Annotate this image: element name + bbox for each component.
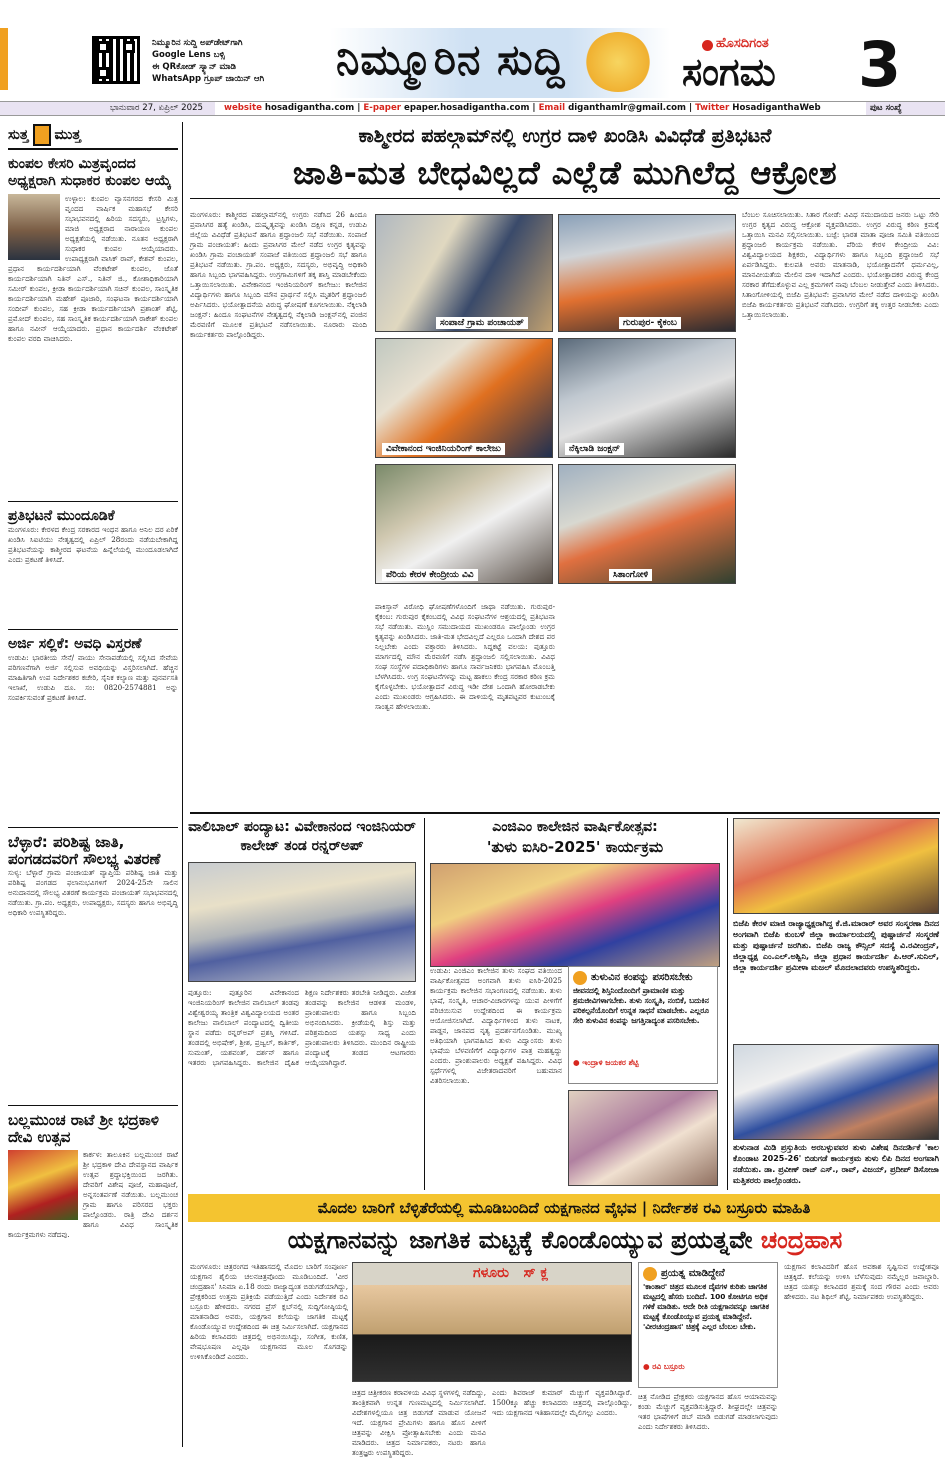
story-title: ಅರ್ಜಿ ಸಲ್ಲಿಕೆ: ಅವಧಿ ವಿಸ್ತರಣೆ: [8, 636, 142, 652]
epaper-link[interactable]: epaper.hosadigantha.com: [404, 103, 530, 113]
sidebar-story-1: [8, 156, 178, 502]
bottom-headline-main: ಯಕ್ಷಗಾನವನ್ನು ಜಾಗತಿಕ ಮಟ್ಟಕ್ಕೆ ಕೊಂಡೊಯ್ಯುವ ಪ್ರಯತ್ನವೇ: [287, 1226, 753, 1254]
qr-line: ನಿಮ್ಮೂರಿನ ಸುದ್ದಿ ಅಪ್‌ಡೇಟ್‌ಗಾಗಿ: [152, 38, 243, 48]
bottom-col-4: ಚಿತ್ರ ನೋಡಿದ ಪ್ರೇಕ್ಷಕರು ಯಕ್ಷಗಾನದ ಹೊಸ ಆಯಾಮವನ್ನು ಕಂಡು ಮೆಚ್ಚುಗೆ ವ್ಯಕ್ತಪಡಿಸುತ್ತಿದ್ದಾರೆ. ಶೀಘ್ರದಲ್ಲೇ ಚಿತ್ರವನ್ನು ಇತರ ಭಾಷೆಗಳಿಗೆ ಡಬ್ ಮಾಡಿ ಬಿಡುಗಡೆ ಮಾಡಲಾಗುವುದು ಎಂದು ನಿರ್ದೇಶಕರು ತಿಳಿಸಿದರು.: [638, 1392, 778, 1431]
epaper-label: E-paper: [363, 103, 402, 113]
qr-line: Google Lens ಬಳ್ಸಿ: [152, 50, 225, 60]
volleyball-body: ಪುತ್ತೂರು: ಪುತ್ತೂರಿನ ವಿವೇಕಾನಂದ ಇಂಜಿನಿಯರಿಂಗ್ ಕಾಲೇಜಿನ ವಾಲಿಬಾಲ್ ತಂಡವು ವಿಶ್ವೇಶ್ವರಯ್ಯ ತಾಂತ್ರಿಕ ವಿಶ್ವವಿದ್ಯಾಲಯದ ಅಂತರ ಕಾಲೇಜು ವಾಲಿಬಾಲ್ ಪಂದ್ಯಾಟದಲ್ಲಿ ದ್ವಿತೀಯ ಸ್ಥಾನ ಪಡೆದು ರನ್ನರ್‌ಅಪ್ ಪ್ರಶಸ್ತಿ ಗಳಿಸಿದೆ. ತಂಡದಲ್ಲಿ ಅಭಿಷೇಕ್, ಶ್ರೀಶ, ಪ್ರಜ್ವಲ್, ಕಾರ್ತಿಕ್, ಸುಮಂತ್, ಯಶವಂತ್, ದರ್ಶನ್ ಹಾಗೂ ಇತರರು ಭಾಗವಹಿಸಿದ್ದರು. ಕಾಲೇಜಿನ ದೈಹಿಕ ಶಿಕ್ಷಣ ನಿರ್ದೇಶಕರು ತರಬೇತಿ ನೀಡಿದ್ದರು. ವಿಜೇತ ತಂಡವನ್ನು ಕಾಲೇಜಿನ ಆಡಳಿತ ಮಂಡಳಿ, ಪ್ರಾಂಶುಪಾಲರು ಹಾಗೂ ಸಿಬ್ಬಂದಿ ಅಭಿನಂದಿಸಿದರು. ಕ್ರೀಡೆಯಲ್ಲಿ ಶಿಸ್ತು ಮತ್ತು ಪರಿಶ್ರಮದಿಂದ ಯಶಸ್ಸು ಸಾಧ್ಯ ಎಂದು ಪ್ರಾಂಶುಪಾಲರು ತಿಳಿಸಿದರು. ಮುಂದಿನ ರಾಷ್ಟ್ರೀಯ ಪಂದ್ಯಾಟಕ್ಕೆ ತಂಡದ ಆಟಗಾರರು ಆಯ್ಕೆಯಾಗಿದ್ದಾರೆ.: [188, 988, 416, 1067]
bottom-headline: [190, 1224, 940, 1256]
photo-caption: ಪೆರಿಯ ಕೇರಳ ಕೇಂದ್ರೀಯ ವಿವಿ: [382, 569, 478, 581]
quote-author-name: ರವಿ ಬಸ್ರೂರು: [652, 1362, 685, 1371]
photo-sampaje: [375, 214, 553, 332]
vertical-divider: [727, 818, 728, 1190]
mgm-quote-box: [568, 966, 718, 1084]
mgm-story: [430, 818, 720, 1190]
bottom-col-5: ಯಕ್ಷಗಾನ ಕಲಾವಿದರಿಗೆ ಹೊಸ ಅವಕಾಶ ಸೃಷ್ಟಿಸುವ ಉದ್ದೇಶವೂ ಚಿತ್ರಕ್ಕಿದೆ. ಕಲೆಯನ್ನು ಉಳಿಸಿ ಬೆಳೆಸುವುದು ನಮ್ಮೆಲ್ಲರ ಜವಾಬ್ದಾರಿ. ಚಿತ್ರದ ಯಶಸ್ಸು ಕಲಾವಿದರ ಶ್ರಮಕ್ಕೆ ಸಂದ ಗೌರವ ಎಂದು ಅವರು ಹೇಳಿದರು. ನಟ ಶಿಥಿಲ್ ಶೆಟ್ಟಿ, ನಿರ್ಮಾಪಕರು ಉಪಸ್ಥಿತರಿದ್ದರು.: [784, 1262, 939, 1301]
sidebar: [8, 122, 178, 1447]
marar-photo: [733, 818, 939, 914]
story-body: ಉಳ್ಳಾಲ: ಕುಂಪಲ ವ್ಯಾಸನಗರದ ಕೇಸರಿ ಮಿತ್ರ ವೃಂದದ ವಾರ್ಷಿಕ ಮಹಾಸಭೆ ಕೇಸರಿ ಸಭಾಭವನದಲ್ಲಿ ಹಿರಿಯ ಸದಸ್ಯರು, ಟ್ರಸ್ಟಿಗಳು, ಮಾಜಿ ಅಧ್ಯಕ್ಷರಾದ ನಾರಾಯಣ ಕುಂಪಲ ಅಧ್ಯಕ್ಷತೆಯಲ್ಲಿ ನಡೆಯಿತು. ನೂತನ ಅಧ್ಯಕ್ಷರಾಗಿ ಸುಧಾಕರ ಕುಂಪಲ ಆಯ್ಕೆಯಾದರು. ಉಪಾಧ್ಯಕ್ಷರಾಗಿ ವಾಸಿಕ್ ರಾವ್, ಕೇಶವ್ ಕುಂಪಲ, ಪ್ರಧಾನ ಕಾರ್ಯದರ್ಶಿಯಾಗಿ ವೆಂಕಟೇಶ್ ಕುಂಪಲ, ಜೊತೆ ಕಾರ್ಯದರ್ಶಿಯಾಗಿ ನಿತಿನ್ ಎಸ್., ನಿತಿನ್ ಜಿ., ಕೋಶಾಧಿಕಾರಿಯಾಗಿ ಸಮೀರ್ ಕುಂಪಲ, ಕ್ರೀಡಾ ಕಾರ್ಯದರ್ಶಿಯಾಗಿ ಸಚಿನ್ ಕುಂಪಲ, ಸಾಂಸ್ಕೃತಿಕ ಕಾರ್ಯದರ್ಶಿಯಾಗಿ ಮಹೇಶ್ ಪೂಜಾರಿ, ಸಂಘಟನಾ ಕಾರ್ಯದರ್ಶಿಯಾಗಿ ಸಂದೀಪ್ ಕುಂಪಲ, ಸಹ ಕ್ರೀಡಾ ಕಾರ್ಯದರ್ಶಿಯಾಗಿ ಪ್ರಶಾಂತ್ ಶೆಟ್ಟಿ, ಪ್ರಮೋದ್ ಕುಂಪಲ, ಸಹ ಸಾಂಸ್ಕೃತಿಕ ಕಾರ್ಯದರ್ಶಿಯಾಗಿ ರಾಕೇಶ್ ಕುಂಪಲ ಹಾಗೂ ನವೀನ್ ಆಯ್ಕೆಯಾದರು. ಪ್ರಧಾನ ಕಾರ್ಯದರ್ಶಿ ವೆಂಕಟೇಶ್ ಕುಂಪಲ ವರದಿ ವಾಚಿಸಿದರು.: [8, 194, 178, 343]
email-link[interactable]: diganthamlr@gmail.com: [568, 103, 687, 113]
story-body: ಮಂಗಳೂರು: ಕೇರಳದ ಕೇಂದ್ರ ಸರಕಾರದ ಇಂಧನ ಹಾಗೂ ಅನಿಲ ದರ ಏರಿಕೆ ಖಂಡಿಸಿ ಸಿಐಟಿಯು ನೇತೃತ್ವದಲ್ಲಿ ಏಪ್ರಿಲ್ 28ರಂದು ನಡೆಯಬೇಕಾಗಿದ್ದ ಪ್ರತಿಭಟನೆಯನ್ನು ಕಾಶ್ಮೀರದ ಘಟನೆಯ ಹಿನ್ನೆಲೆಯಲ್ಲಿ ಮುಂದೂಡಲಾಗಿದೆ ಎಂದು ಪ್ರಕಟಣೆ ತಿಳಿಸಿದೆ.: [8, 525, 178, 564]
website-link[interactable]: hosadigantha.com: [264, 103, 355, 113]
twitter-link[interactable]: HosadiganthaWeb: [732, 103, 821, 113]
qr-instructions: [152, 37, 322, 85]
quote-author-name: ಇಂದ್ರಾಳಿ ಜಯಕರ ಶೆಟ್ಟಿ: [582, 1058, 639, 1067]
quote-title: ಪ್ರಯತ್ನ ಮಾಡಿದ್ದೇನೆ: [661, 1268, 725, 1279]
photo-caption: ಗುರುಪುರ- ಕೈಕಂಬ: [619, 317, 681, 329]
lead-headline: ಜಾತಿ-ಮತ ಬೇಧವಿಲ್ಲದೆ ಎಲ್ಲೆಡೆ ಮುಗಿಲೆದ್ದ ಆಕ್ರೋಶ: [292, 154, 838, 192]
qr-code: [92, 36, 140, 84]
sidebar-logo-left: ಸುತ್ತ: [8, 127, 29, 143]
quote-author: ● ಇಂದ್ರಾಳಿ ಜಯಕರ ಶೆಟ್ಟಿ: [573, 1058, 639, 1067]
story-title: ಕುಂಪಲ ಕೇಸರಿ ಮಿತ್ರವೃಂದದ ಅಧ್ಯಕ್ಷರಾಗಿ ಸುಧಾಕರ ಕುಂಪಲ ಆಯ್ಕೆ: [8, 156, 172, 189]
bottom-headline-accent: ಚಂದ್ರಹಾಸ: [760, 1226, 843, 1254]
quote-title: ತುಳುವಿನ ಕಂಪನ್ನು ಪಸರಿಸಬೇಕು: [591, 972, 693, 983]
photo-caption: ಸಂಪಾಜೆ ಗ್ರಾಮ ಪಂಚಾಯತ್: [436, 317, 528, 329]
sidebar-logo-right: ಮುತ್ತ: [54, 127, 81, 143]
story-title: ಬಲ್ಲಮುಂಚ ರಾಟೆ ಶ್ರೀ ಭದ್ರಕಾಳಿ ದೇವಿ ಉತ್ಸವ: [8, 1111, 159, 1146]
calendar-photo: [733, 1044, 939, 1140]
photo-caption: ನೆಕ್ಕಿಲಾಡಿ ಜಂಕ್ಷನ್: [565, 443, 624, 455]
quote-body: ಜೀವನದಲ್ಲಿ ಶಿಸ್ತಿನಿಂದೊಂದಿಗೆ ಪ್ರಾಮಾಣಿಕ ಮತ್ತು ಶ್ರಮಜೀವಿಗಳಾಗಬೇಕು. ತುಳು ಸಂಸ್ಕೃತಿ, ನಂಬಿಕೆ, ಬದುಕಿನ ಪರಿಕಲ್ಪನೆಯೊಂದಿಗೆ ಉನ್ನತ ಸಾಧನೆ ಮಾಡಬೇಕು. ಎಲ್ಲರೂ ಸೇರಿ ತುಳುವಿನ ಕಂಪನ್ನು ಜಗತ್ತಿನಾದ್ಯಂತ ಪಸರಿಸಬೇಕು.: [573, 986, 709, 1025]
press-banner: ಗಳೂರು ಸ್ ಕ್ಲ: [473, 1265, 549, 1281]
sidebar-divider: [182, 122, 183, 1447]
quote-icon: [643, 1267, 657, 1281]
date: ಭಾನುವಾರ 27, ಏಪ್ರಿಲ್ 2025: [110, 103, 204, 113]
mgm-body: ಉಡುಪಿ: ಎಂಜಿಎಂ ಕಾಲೇಜಿನ ತುಳು ಸಂಘದ ವತಿಯಿಂದ ವಾರ್ಷಿಕೋತ್ಸವದ ಅಂಗವಾಗಿ ತುಳು ಐಸಿರಿ-2025 ಕಾರ್ಯಕ್ರಮ ಕಾಲೇಜಿನ ಸಭಾಂಗಣದಲ್ಲಿ ನಡೆಯಿತು. ತುಳು ಭಾಷೆ, ಸಂಸ್ಕೃತಿ, ಆಚಾರ-ವಿಚಾರಗಳನ್ನು ಯುವ ಪೀಳಿಗೆಗೆ ಪರಿಚಯಿಸುವ ಉದ್ದೇಶದಿಂದ ಈ ಕಾರ್ಯಕ್ರಮ ಆಯೋಜಿಸಲಾಗಿದೆ. ವಿದ್ಯಾರ್ಥಿಗಳಿಂದ ತುಳು ನಾಟಕ, ಪಾಡ್ದನ, ಜಾನಪದ ನೃತ್ಯ ಪ್ರದರ್ಶನಗೊಂಡಿತು. ಮುಖ್ಯ ಅತಿಥಿಯಾಗಿ ಭಾಗವಹಿಸಿದ ತುಳು ವಿದ್ವಾಂಸರು ತುಳು ಭಾಷೆಯ ಬೆಳವಣಿಗೆಗೆ ವಿದ್ಯಾರ್ಥಿಗಳ ಪಾತ್ರ ಮಹತ್ವದ್ದು ಎಂದರು. ಪ್ರಾಂಶುಪಾಲರು ಅಧ್ಯಕ್ಷತೆ ವಹಿಸಿದ್ದರು. ವಿವಿಧ ಸ್ಪರ್ಧೆಗಳಲ್ಲಿ ವಿಜೇತರಾದವರಿಗೆ ಬಹುಮಾನ ವಿತರಿಸಲಾಯಿತು.: [430, 966, 562, 1085]
lead-col-3: ಬೆಂಬಲ ಸೂಚಿಸಲಾಯಿತು. ಸಿತಾರ ಗೋಡೆ: ವಿವಿಧ ಸಮುದಾಯದ ಜನರು ಒಟ್ಟು ಸೇರಿ ಉಗ್ರರ ಕೃತ್ಯದ ವಿರುದ್ಧ ಆಕ್ರೋಶ ವ್ಯಕ್ತಪಡಿಸಿದರು. ಉಗ್ರರ ವಿರುದ್ಧ ಕಠಿಣ ಕ್ರಮಕ್ಕೆ ಒತ್ತಾಯಿಸಿ ಮನವಿ ಸಲ್ಲಿಸಲಾಯಿತು. ಬಜ್ಪೆ: ಭಾರತ ಮಾತಾ ಪೂಜಾ ಸಮಿತಿ ವತಿಯಿಂದ ಶ್ರದ್ಧಾಂಜಲಿ ಕಾರ್ಯಕ್ರಮ ನಡೆಯಿತು. ಪೆರಿಯ ಕೇರಳ ಕೇಂದ್ರೀಯ ವಿವಿ: ವಿಶ್ವವಿದ್ಯಾಲಯದ ಶಿಕ್ಷಕರು, ವಿದ್ಯಾರ್ಥಿಗಳು ಹಾಗೂ ಸಿಬ್ಬಂದಿ ಶ್ರದ್ಧಾಂಜಲಿ ಸಭೆ ಏರ್ಪಡಿಸಿದ್ದರು. ಕುಲಪತಿ ಅವರು ಮಾತನಾಡಿ, ಭಯೋತ್ಪಾದನೆಗೆ ಧರ್ಮವಿಲ್ಲ, ಮಾನವೀಯತೆಯ ಮೇಲಿನ ದಾಳಿ ಇದಾಗಿದೆ ಎಂದರು. ಭಯೋತ್ಪಾದಕರ ವಿರುದ್ಧ ಕೇಂದ್ರ ಸರಕಾರ ತೆಗೆದುಕೊಳ್ಳುವ ಎಲ್ಲ ಕ್ರಮಗಳಿಗೆ ನಾವು ಬೆಂಬಲ ನೀಡುತ್ತೇವೆ ಎಂದು ತಿಳಿಸಿದರು. ಸಿತಾಂಗೋಳಿಯಲ್ಲಿ ಬಿಜೆಪಿ ಪ್ರತಿಭಟನೆ: ಪ್ರವಾಸಿಗರ ಮೇಲೆ ನಡೆದ ದಾಳಿಯನ್ನು ಖಂಡಿಸಿ ಬಿಜೆಪಿ ಕಾರ್ಯಕರ್ತರು ಪ್ರತಿಭಟನೆ ನಡೆಸಿದರು. ಉಗ್ರರಿಗೆ ತಕ್ಕ ಉತ್ತರ ನೀಡಬೇಕು ಎಂದು ಒತ್ತಾಯಿಸಲಾಯಿತು.: [742, 210, 939, 319]
volleyball-headline: ವಾಲಿಬಾಲ್ ಪಂದ್ಯಾಟ: ವಿವೇಕಾನಂದ ಇಂಜಿನಿಯರ್ ಕಾಲೇಜ್ ತಂಡ ರನ್ನರ್‌ಅಪ್: [188, 819, 416, 854]
story-title: ಪ್ರತಿಭಟನೆ ಮುಂದೂಡಿಕೆ: [8, 508, 115, 524]
mgm-photo: [430, 863, 720, 967]
photo-caption: ಸಿತಾಂಗೋಳಿ: [609, 569, 652, 581]
lead-bottom-rule: [190, 812, 940, 814]
brand-small: ಹೊಸದಿಗಂತ: [716, 36, 769, 51]
qr-line: ಈ QRಕೋಡ್ ಸ್ಕ್ಯಾನ್ ಮಾಡಿ: [152, 62, 236, 72]
page-number: 3: [858, 28, 902, 101]
bottom-quote-box: [638, 1262, 778, 1388]
photo-nekkiladi: [558, 338, 736, 458]
masthead: [0, 0, 945, 100]
story-body: ಕಾರ್ಕಳ: ತಾಲೂಕಿನ ಬಲ್ಲಮುಂಚ ರಾಟೆ ಶ್ರೀ ಭದ್ರಕಾಳಿ ದೇವಿ ದೇವಸ್ಥಾನದ ವಾರ್ಷಿಕ ಉತ್ಸವ ಶ್ರದ್ಧಾಭಕ್ತಿಯಿಂದ ಜರಗಿತು. ದೇವರಿಗೆ ವಿಶೇಷ ಪೂಜೆ, ಮಹಾಪೂಜೆ, ಅನ್ನಸಂತರ್ಪಣೆ ನಡೆಯಿತು. ಬಲ್ಲಮುಂಚ ಗ್ರಾಮ ಹಾಗೂ ಪರಿಸರದ ಭಕ್ತರು ಪಾಲ್ಗೊಂಡರು. ರಾತ್ರಿ ದೇವಿ ದರ್ಶನ ಹಾಗೂ ವಿವಿಧ ಸಾಂಸ್ಕೃತಿಕ ಕಾರ್ಯಕ್ರಮಗಳು ನಡೆದವು.: [8, 1150, 178, 1239]
story-photo: [8, 1150, 78, 1220]
sidebar-story-5: [8, 1112, 178, 1452]
website-label: website: [224, 103, 262, 113]
story-body: ಸುಳ್ಯ: ಬೆಳ್ಳಾರೆ ಗ್ರಾಮ ಪಂಚಾಯತ್ ವ್ಯಾಪ್ತಿಯ ಪರಿಶಿಷ್ಟ ಜಾತಿ ಮತ್ತು ಪರಿಶಿಷ್ಟ ಪಂಗಡದ ಫಲಾನುಭವಿಗಳಿಗೆ 2024-25ನೇ ಸಾಲಿನ ಅನುದಾನದಲ್ಲಿ ಸೌಲಭ್ಯ ವಿತರಣೆ ಕಾರ್ಯಕ್ರಮ ಪಂಚಾಯತ್ ಸಭಾಭವನದಲ್ಲಿ ನಡೆಯಿತು. ಗ್ರಾ.ಪಂ. ಅಧ್ಯಕ್ಷರು, ಉಪಾಧ್ಯಕ್ಷರು, ಸದಸ್ಯರು ಹಾಗೂ ಅಭಿವೃದ್ಧಿ ಅಧಿಕಾರಿ ಉಪಸ್ಥಿತರಿದ್ದರು.: [8, 868, 178, 917]
mgm-headline-2: 'ತುಳು ಐಸಿರಿ-2025' ಕಾರ್ಯಕ್ರಮ: [486, 838, 664, 856]
story-title: ಬೆಳ್ಳಾರೆ: ಪರಿಶಿಷ್ಟ ಜಾತಿ, ಪಂಗಡದವರಿಗೆ ಸೌಲಭ್ಯ ವಿತರಣೆ: [8, 833, 161, 868]
volleyball-text-cols: [188, 988, 416, 1178]
bottom-col-3: ಎಂದು ಶಿವರಾಜ್ ಕುಮಾರ್ ಮೆಚ್ಚುಗೆ ವ್ಯಕ್ತಪಡಿಸಿದ್ದಾರೆ. 1500ಕ್ಕೂ ಹೆಚ್ಚು ಕಲಾವಿದರು ಚಿತ್ರದಲ್ಲಿ ಪಾಲ್ಗೊಂಡಿದ್ದು, ಇದು ಯಕ್ಷಗಾನದ ಇತಿಹಾಸದಲ್ಲೇ ಮೈಲಿಗಲ್ಲು ಎಂದರು.: [492, 1388, 632, 1417]
lead-headline-rule: [190, 198, 940, 199]
sidebar-logo-icon: [33, 124, 51, 146]
quote-body: 'ಕಾಂತಾರ' ಚಿತ್ರದ ಮೂಲಕ ದೈವಗಳ ಕುರಿತು ಜಾಗತಿಕ ಮಟ್ಟದಲ್ಲಿ ಹೆಸರು ಬಂದಿದೆ. 100 ಕೋಟಿಗೂ ಅಧಿಕ ಗಳಿಕೆ ಮಾಡಿತು. ಅದೇ ರೀತಿ ಯಕ್ಷಗಾನವನ್ನೂ ಜಾಗತಿಕ ಮಟ್ಟಕ್ಕೆ ಕೊಂಡೊಯ್ಯುವ ಪ್ರಯತ್ನ ಮಾಡಿದ್ದೇನೆ. 'ವೀರಚಂದ್ರಹಾಸ' ಚಿತ್ರಕ್ಕೆ ಎಲ್ಲರ ಬೆಂಬಲ ಬೇಕು.: [643, 1282, 769, 1331]
vertical-divider: [424, 818, 425, 1190]
pages-label: ಪುಟ ಸಂಖ್ಯೆ: [870, 103, 902, 113]
sidebar-logo: [8, 122, 178, 150]
brand-big: ಸಂಗಮ: [682, 50, 776, 94]
calendar-caption: ತುಳುನಾಡ ಮಿಡಿ ಪ್ರಸ್ತುತಿಯ ಅರಬಳ್ಳುವವರ ತುಳು ವಿಶೇಷ ದಿನದರ್ಶಿಕೆ 'ಕಾಲ ಕೊಂಡಾಟ 2025-26' ಬಿಡುಗಡೆ ಕಾರ್ಯಕ್ರಮ ತುಳು ಲಿಪಿ ದಿನದ ಅಂಗವಾಗಿ ನಡೆಯಿತು. ಡಾ. ಪ್ರವೀಣ್ ರಾಜ್ ಎಸ್., ರಾವ್, ವಿಜಯ್, ಪ್ರದೀಪ್ ಡಿಸೋಜಾ ಮತ್ತಿತರರು ಪಾಲ್ಗೊಂಡರು.: [733, 1143, 939, 1185]
volleyball-photo: [188, 862, 416, 982]
bottom-kicker: ಮೊದಲ ಬಾರಿಗೆ ಬೆಳ್ಳಿತೆರೆಯಲ್ಲಿ ಮೂಡಿಬಂದಿದೆ ಯಕ್ಷಗಾನದ ವೈಭವ | ನಿರ್ದೇಶಕ ರವಿ ಬಸ್ರೂರು ಮಾಹಿತಿ: [317, 1199, 811, 1217]
sidebar-story-4: [8, 834, 178, 1106]
lead-col-1: ಮಂಗಳೂರು: ಕಾಶ್ಮೀರದ ಪಹಲ್ಗಾಮ್‌ನಲ್ಲಿ ಉಗ್ರರು ನಡೆಸಿದ 26 ಹಿಂದೂ ಪ್ರವಾಸಿಗರ ಹತ್ಯೆ ಖಂಡಿಸಿ, ದುಷ್ಕೃತ್ಯವನ್ನು ಖಂಡಿಸಿ ದಕ್ಷಿಣ ಕನ್ನಡ, ಉಡುಪಿ ಜಿಲ್ಲೆಯ ವಿವಿಧೆಡೆ ಪ್ರತಿಭಟನೆ ಹಾಗೂ ಶ್ರದ್ಧಾಂಜಲಿ ಸಭೆ ನಡೆಯಿತು. ಸಂಪಾಜೆ ಗ್ರಾಮ ಪಂಚಾಯತ್: ಹಿಂದು ಪ್ರವಾಸಿಗರ ಮೇಲೆ ನಡೆದ ಉಗ್ರರ ಕೃತ್ಯವನ್ನು ಖಂಡಿಸಿ ಗ್ರಾಮ ಪಂಚಾಯತ್ ಸಂಪಾಜೆ ವತಿಯಿಂದ ಶ್ರದ್ಧಾಂಜಲಿ ಸಭೆ ಹಾಗೂ ಪ್ರತಿಭಟನೆ ನಡೆಯಿತು. ಗ್ರಾ.ಪಂ. ಅಧ್ಯಕ್ಷರು, ಸದಸ್ಯರು, ಅಭಿವೃದ್ಧಿ ಅಧಿಕಾರಿ ಹಾಗೂ ಸಿಬ್ಬಂದಿ ಭಾಗವಹಿಸಿದ್ದರು. ಉಗ್ರಗಾಮಿಗಳಿಗೆ ತಕ್ಕ ಶಾಸ್ತಿ ಮಾಡಬೇಕೆಂದು ಒತ್ತಾಯಿಸಲಾಯಿತು. ವಿವೇಕಾನಂದ ಇಂಜಿನಿಯರಿಂಗ್ ಕಾಲೇಜು: ಕಾಲೇಜಿನ ವಿದ್ಯಾರ್ಥಿಗಳು ಹಾಗೂ ಸಿಬ್ಬಂದಿ ಮೌನ ಪ್ರಾರ್ಥನೆ ಸಲ್ಲಿಸಿ ಮೃತರಿಗೆ ಶ್ರದ್ಧಾಂಜಲಿ ಅರ್ಪಿಸಿದರು. ಭಯೋತ್ಪಾದನೆಯ ವಿರುದ್ಧ ಘೋಷಣೆ ಕೂಗಲಾಯಿತು. ನೆಕ್ಕಿಲಾಡಿ ಜಂಕ್ಷನ್: ಹಿಂದೂ ಸಂಘಟನೆಗಳ ನೇತೃತ್ವದಲ್ಲಿ ನೆಕ್ಕಿಲಾಡಿ ಜಂಕ್ಷನ್‌ನಲ್ಲಿ ಪಂಜಿನ ಮೆರವಣಿಗೆ ಮೂಲಕ ಪ್ರತಿಭಟನೆ ನಡೆಸಲಾಯಿತು. ನೂರಾರು ಮಂದಿ ಕಾರ್ಯಕರ್ತರು ಪಾಲ್ಗೊಂಡಿದ್ದರು.: [190, 210, 367, 339]
bottom-col-2: ಚಿತ್ರದ ಚಿತ್ರೀಕರಣ ಕರಾವಳಿಯ ವಿವಿಧ ಸ್ಥಳಗಳಲ್ಲಿ ನಡೆದಿದ್ದು, ತಾಂತ್ರಿಕವಾಗಿ ಉನ್ನತ ಗುಣಮಟ್ಟದಲ್ಲಿ ನಿರ್ಮಿಸಲಾಗಿದೆ. ವಿದೇಶಗಳಲ್ಲಿಯೂ ಚಿತ್ರ ಬಿಡುಗಡೆ ಮಾಡುವ ಯೋಜನೆ ಇದೆ. ಯಕ್ಷಗಾನ ಪ್ರೇಮಿಗಳು ಹಾಗೂ ಹೊಸ ಪೀಳಿಗೆ ಚಿತ್ರವನ್ನು ವೀಕ್ಷಿಸಿ ಪ್ರೋತ್ಸಾಹಿಸಬೇಕು ಎಂದು ಮನವಿ ಮಾಡಿದರು. ಚಿತ್ರದ ನಿರ್ಮಾಪಕರು, ನಟರು ಹಾಗೂ ತಂತ್ರಜ್ಞರು ಉಪಸ್ಥಿತರಿದ್ದರು.: [352, 1388, 486, 1457]
mgm-photo-2: [568, 1090, 718, 1186]
photo-caption: ವಿವೇಕಾನಂದ ಇಂಜಿನಿಯರಿಂಗ್ ಕಾಲೇಜು: [382, 443, 505, 455]
qr-line: WhatsApp ಗ್ರೂಪ್ ಜಾಯಿನ್ ಆಗಿ: [152, 74, 265, 84]
lead-kicker: ಕಾಶ್ಮೀರದ ಪಹಲ್ಗಾಮ್‌ನಲ್ಲಿ ಉಗ್ರರ ದಾಳಿ ಖಂಡಿಸಿ ವಿವಿಧೆಡೆ ಪ್ರತಿಭಟನೆ: [358, 125, 772, 147]
twitter-label: Twitter: [695, 103, 730, 113]
story-body: ಉಡುಪಿ: ಭಾರತೀಯ ಸೇನೆ/ ವಾಯು ಸೇನಾಪಡೆಯಲ್ಲಿ ಸಲ್ಲಿಸಿದ ಸೇವೆಯ ಪರಿಗಣನೆಗಾಗಿ ಅರ್ಜಿ ಸಲ್ಲಿಸುವ ಅವಧಿಯನ್ನು ವಿಸ್ತರಿಸಲಾಗಿದೆ. ಹೆಚ್ಚಿನ ಮಾಹಿತಿಗಾಗಿ ಉಪ ನಿರ್ದೇಶಕರ ಕಚೇರಿ, ಸೈನಿಕ ಕಲ್ಯಾಣ ಮತ್ತು ಪುನರ್ವಸತಿ ಇಲಾಖೆ, ಉಡುಪಿ ದೂ. ಸಂ: 0820-2574881 ಅನ್ನು ಸಂಪರ್ಕಿಸುವಂತೆ ಪ್ರಕಟಣೆ ತಿಳಿಸಿದೆ.: [8, 653, 178, 702]
photo-vivekananda: [375, 338, 553, 458]
sidebar-story-3: [8, 636, 178, 828]
press-meet-photo: [352, 1262, 632, 1382]
lead-col-2: ಪಾಕಿಸ್ತಾನ್ ವಿರೋಧಿ ಘೋಷಣೆಗಳೊಂದಿಗೆ ಜಾಥಾ ನಡೆಯಿತು. ಗುರುಪುರ-ಕೈಕಂಬ: ಗುರುಪುರ ಕೈಕಂಬದಲ್ಲಿ ವಿವಿಧ ಸಂಘಟನೆಗಳ ಆಶ್ರಯದಲ್ಲಿ ಪ್ರತಿಭಟನಾ ಸಭೆ ನಡೆಯಿತು. ಮುಸ್ಲಿಂ ಸಮುದಾಯದ ಮುಖಂಡರೂ ಪಾಲ್ಗೊಂಡು ಉಗ್ರರ ಕೃತ್ಯವನ್ನು ಖಂಡಿಸಿದರು. ಜಾತಿ-ಮತ ಭೇದವಿಲ್ಲದೆ ಎಲ್ಲರೂ ಒಂದಾಗಿ ದೇಶದ ಪರ ನಿಲ್ಲಬೇಕು ಎಂದು ವಕ್ತಾರರು ತಿಳಿಸಿದರು. ಸಿದ್ದಕಟ್ಟೆ ವಲಯ: ಪುತ್ತೂರು ಮಾರ್ಗದಲ್ಲಿ ಮೌನ ಮೆರವಣಿಗೆ ನಡೆಸಿ ಶ್ರದ್ಧಾಂಜಲಿ ಸಲ್ಲಿಸಲಾಯಿತು. ವಿವಿಧ ಸಂಘ ಸಂಸ್ಥೆಗಳ ಪದಾಧಿಕಾರಿಗಳು ಹಾಗೂ ಸಾರ್ವಜನಿಕರು ಭಾಗವಹಿಸಿ ಮೊಂಬತ್ತಿ ಬೆಳಗಿಸಿದರು. ಉಗ್ರ ಸಂಘಟನೆಗಳನ್ನು ಮಟ್ಟ ಹಾಕಲು ಕೇಂದ್ರ ಸರಕಾರ ಕಠಿಣ ಕ್ರಮ ಕೈಗೊಳ್ಳಬೇಕು. ಭಯೋತ್ಪಾದನೆ ವಿರುದ್ಧ ಇಡೀ ದೇಶ ಒಂದಾಗಿ ಹೋರಾಡಬೇಕು ಎಂದು ಮುಖಂಡರು ಆಗ್ರಹಿಸಿದರು. ಈ ದಾಳಿಯಲ್ಲಿ ಮೃತಪಟ್ಟವರ ಕುಟುಂಬಕ್ಕೆ ಸಾಂತ್ವನ ಹೇಳಲಾಯಿತು.: [375, 602, 555, 711]
quote-author: ● ರವಿ ಬಸ್ರೂರು: [643, 1362, 685, 1371]
email-label: Email: [538, 103, 566, 113]
story-photo: [8, 194, 60, 260]
info-bar: [0, 101, 945, 116]
photo-sitangoli: [558, 464, 736, 584]
qr-side-stripe: [0, 28, 8, 90]
sidebar-story-2: [8, 508, 178, 630]
bottom-col-1: ಮಂಗಳೂರು: ಚಿತ್ರರಂಗದ ಇತಿಹಾಸದಲ್ಲಿ ಮೊದಲ ಬಾರಿಗೆ ಸಂಪೂರ್ಣ ಯಕ್ಷಗಾನ ಶೈಲಿಯ ಚಲನಚಿತ್ರವೊಂದು ಮೂಡಿಬಂದಿದೆ. 'ವೀರ ಚಂದ್ರಹಾಸ' ಸಿನಿಮಾ ಏ.18 ರಂದು ರಾಜ್ಯಾದ್ಯಂತ ಬಿಡುಗಡೆಯಾಗಿದ್ದು, ಪ್ರೇಕ್ಷಕರಿಂದ ಉತ್ತಮ ಪ್ರತಿಕ್ರಿಯೆ ಪಡೆಯುತ್ತಿದೆ ಎಂದು ನಿರ್ದೇಶಕ ರವಿ ಬಸ್ರೂರು ಹೇಳಿದರು. ನಗರದ ಪ್ರೆಸ್ ಕ್ಲಬ್‌ನಲ್ಲಿ ಸುದ್ದಿಗೋಷ್ಠಿಯಲ್ಲಿ ಮಾತನಾಡಿದ ಅವರು, ಯಕ್ಷಗಾನ ಕಲೆಯನ್ನು ಜಾಗತಿಕ ಮಟ್ಟಕ್ಕೆ ಕೊಂಡೊಯ್ಯುವ ಉದ್ದೇಶದಿಂದ ಈ ಚಿತ್ರ ನಿರ್ಮಿಸಲಾಗಿದೆ. ಯಕ್ಷಗಾನದ ಹಿರಿಯ ಕಲಾವಿದರು ಚಿತ್ರದಲ್ಲಿ ಅಭಿನಯಿಸಿದ್ದು, ಸಂಗೀತ, ಕುಣಿತ, ವೇಷಭೂಷಣ ಎಲ್ಲವೂ ಯಕ್ಷಗಾನದ ಮೂಲ ಸೊಗಡನ್ನು ಉಳಿಸಿಕೊಂಡಿದೆ ಎಂದರು.: [190, 1262, 348, 1361]
contacts: website hosadigantha.com | E-paper epaper.hosadigantha.com | Email diganthamlr@gmail.com | Twitter HosadiganthaWeb: [224, 103, 821, 113]
photo-periya: [375, 464, 553, 584]
volleyball-story: [188, 818, 416, 1190]
quote-icon: [573, 971, 587, 985]
marar-caption: ಬಿಜೆಪಿ ಕೇರಳ ಮಾಜಿ ರಾಜ್ಯಾಧ್ಯಕ್ಷರಾಗಿದ್ದ ಕೆ.ಜಿ.ಮಾರಾರ್ ಅವರ ಸಂಸ್ಮರಣಾ ದಿನದ ಅಂಗವಾಗಿ ಬಿಜೆಪಿ ಕುಂಬಳೆ ಜಿಲ್ಲಾ ಕಾರ್ಯಾಲಯದಲ್ಲಿ ಪುಷ್ಪಾರ್ಚನೆ ಸಂಸ್ಮರಣೆ ಮತ್ತು ಪುಷ್ಪಾರ್ಚನೆ ಜರಗಿತು. ಬಿಜೆಪಿ ರಾಜ್ಯ ಕೌನ್ಸಿಲ್ ಸದಸ್ಯೆ ವಿ.ರವೀಂದ್ರನ್, ಜಿಲ್ಲಾಧ್ಯಕ್ಷ ಎಂ.ಎಲ್.ಅಶ್ವಿನಿ, ಜಿಲ್ಲಾ ಪ್ರಧಾನ ಕಾರ್ಯದರ್ಶಿ ಪಿ.ಆರ್.ಸುನಿಲ್, ಜಿಲ್ಲಾ ಕಾರ್ಯದರ್ಶಿ ಪ್ರಮೀಳಾ ಮಜಲ್ ಮೊದಲಾದವರು ಉಪಸ್ಥಿತರಿದ್ದರು.: [733, 919, 939, 972]
mgm-headline-1: ಎಂಜಿಎಂ ಕಾಲೇಜಿನ ವಾರ್ಷಿಕೋತ್ಸವ:: [492, 819, 658, 835]
section-title: ನಿಮ್ಮೂರಿನ ಸುದ್ದಿ: [336, 35, 566, 84]
photo-gurupura: [558, 214, 736, 332]
